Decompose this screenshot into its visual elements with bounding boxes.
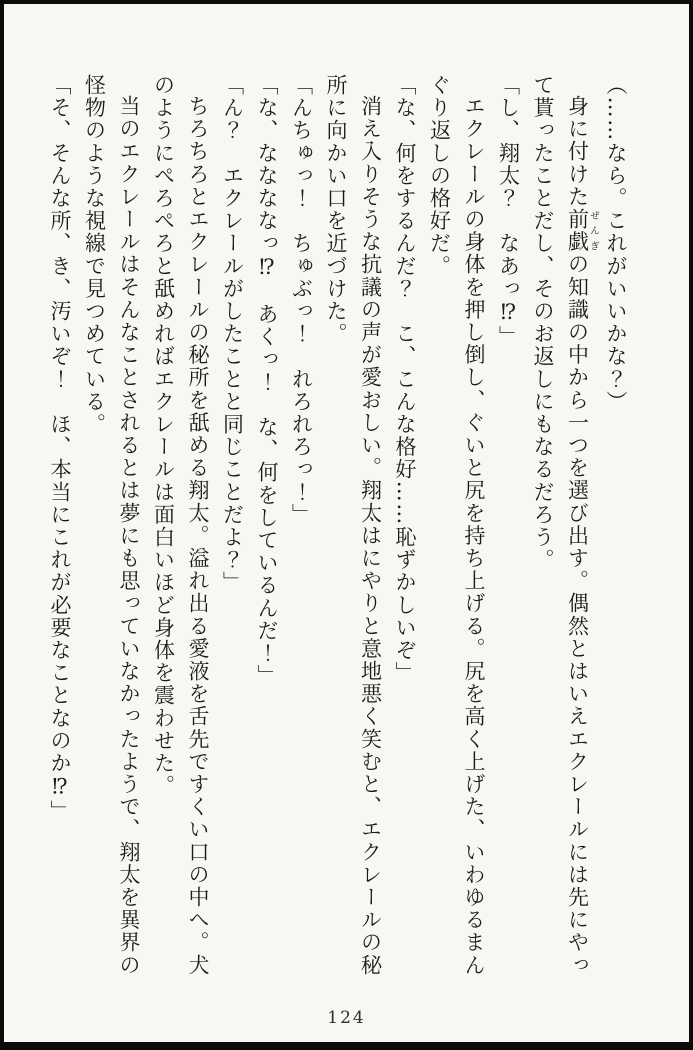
paragraph: 「な、何をするんだ？ こ、こんな格好……恥ずかしいぞ」 [393, 74, 417, 685]
paragraph: 当のエクレールはそんなことされるとは夢にも思っていなかったようで、翔太を異界の怪物のような視線で見つめている。 [82, 74, 141, 977]
paragraph: 「そ、そんな所、き、汚いぞ！ ほ、本当にこれが必要なことなのか⁉」 [48, 74, 72, 823]
paragraph: 「し、翔太？ なあっ⁉」 [496, 74, 521, 349]
page-number: 124 [327, 1008, 366, 1028]
paragraph: 消え入りそうな抗議の声が愛おしい。翔太はにやりと意地悪く笑むと、エクレールの秘所に向かい口を近づけた。 [324, 74, 383, 977]
paragraph: ちろちろとエクレールの秘所を舐める翔太。溢れ出る愛液を舌先ですくい口の中へ。犬のようにぺろぺろと舐めればエクレールは面白いほど身体を震わせた。 [151, 74, 210, 977]
paragraph: エクレールの身体を押し倒し、ぐいと尻を持ち上げる。尻を高く上げた、いわゆるまんぐり返しの格好だ。 [427, 74, 486, 977]
paragraph: 身に付けた前戯ぜんぎの知識の中から一つを選び出す。偶然とはいえエクレールには先にやって貰ったことだし、そのお返しにもなるだろう。 [531, 74, 599, 977]
paragraph: 「な、ななななっ⁉ あくっ！ な、何をしているんだ！」 [255, 74, 279, 688]
furigana: 前戯ぜんぎ [565, 208, 599, 254]
paragraph: 「んちゅっ！ ちゅぶっ！ れろれろっ！」 [289, 74, 314, 526]
text-columns [43, 74, 634, 982]
paragraph: 「ん？ エクレールがしたことと同じことだよ？」 [220, 74, 245, 594]
paragraph: （……なら。これがいいかな？） [604, 74, 628, 413]
